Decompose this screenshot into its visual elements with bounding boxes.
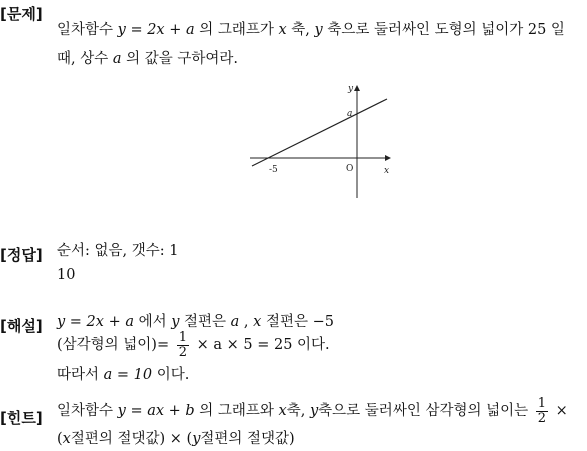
answer-label: [정답] bbox=[0, 246, 43, 264]
hint-text: 의 그래프와 bbox=[194, 403, 279, 419]
hint-text: ( bbox=[57, 431, 63, 447]
x-axis-label: x bbox=[384, 166, 390, 176]
y-intercept-label: a bbox=[347, 109, 353, 119]
x-intercept-label: -5 bbox=[269, 165, 278, 175]
solution-line-2 bbox=[57, 330, 330, 360]
fraction-denominator: 2 bbox=[537, 410, 546, 426]
hint-var-y: y bbox=[309, 403, 319, 419]
problem-label: [문제] bbox=[0, 5, 43, 23]
problem-line-1 bbox=[57, 21, 565, 39]
fraction bbox=[536, 397, 548, 426]
problem-equation: y = 2x + a bbox=[117, 22, 195, 38]
solution-text: 절편은 −5 bbox=[261, 314, 334, 330]
solution-equation: a = 10 bbox=[103, 367, 153, 383]
graph-line bbox=[252, 99, 387, 166]
problem-text: 축, bbox=[286, 22, 315, 38]
solution-var-x: x bbox=[253, 314, 262, 330]
hint-text: 축, bbox=[286, 403, 310, 419]
solution-text: 절편은 bbox=[179, 314, 231, 330]
hint-line-1 bbox=[57, 396, 568, 426]
problem-var-a: a bbox=[112, 51, 122, 67]
solution-equation: y = 2x + a bbox=[57, 314, 134, 330]
origin-label: O bbox=[346, 164, 354, 174]
hint-var-x: x bbox=[278, 403, 287, 419]
solution-text: 에서 bbox=[133, 314, 172, 330]
problem-text: 의 그래프가 bbox=[194, 22, 279, 38]
fraction-denominator: 2 bbox=[178, 344, 188, 360]
solution-label: [해설] bbox=[0, 317, 43, 335]
solution-text: 이다. bbox=[152, 367, 190, 383]
hint-text: 절편의 절댓값) × ( bbox=[70, 431, 193, 447]
hint-text: 절편의 절댓값) bbox=[200, 431, 295, 447]
solution-text: (삼각형의 넓이)= bbox=[57, 337, 174, 353]
fraction-numerator: 1 bbox=[178, 329, 188, 345]
hint-label: [힌트] bbox=[0, 409, 43, 427]
problem-text: 때, 상수 bbox=[57, 51, 113, 67]
solution-var-y: y bbox=[171, 314, 180, 330]
x-axis-arrow-icon bbox=[385, 155, 391, 161]
solution-text: , bbox=[239, 314, 254, 330]
problem-var-y: y bbox=[314, 22, 323, 38]
hint-line-2 bbox=[57, 430, 295, 448]
solution-text: 따라서 bbox=[57, 367, 104, 383]
hint-equation: y = ax + b bbox=[117, 403, 195, 419]
problem-text: 축으로 둘러싸인 도형의 넓이가 25 일 bbox=[322, 22, 565, 38]
problem-text: 의 값을 구하여라. bbox=[121, 51, 239, 67]
problem-line-2 bbox=[57, 50, 238, 68]
problem-graph bbox=[245, 80, 395, 202]
answer-value: 10 bbox=[57, 267, 76, 283]
hint-var-x: x bbox=[62, 431, 71, 447]
hint-text: × bbox=[551, 403, 568, 419]
solution-line-3 bbox=[57, 366, 189, 384]
y-axis-label: y bbox=[348, 84, 354, 94]
hint-var-y: y bbox=[192, 431, 201, 447]
y-axis-arrow-icon bbox=[354, 85, 360, 91]
problem-text: 일차함수 bbox=[57, 22, 118, 38]
fraction-numerator: 1 bbox=[537, 395, 546, 411]
hint-text: 축으로 둘러싸인 삼각형의 넓이는 bbox=[318, 403, 533, 419]
answer-info: 순서: 없음, 갯수: 1 bbox=[57, 243, 179, 259]
solution-line-1 bbox=[57, 313, 334, 331]
solution-var-a: a bbox=[230, 314, 240, 330]
fraction bbox=[177, 331, 189, 360]
solution-text: × a × 5 = 25 이다. bbox=[192, 337, 330, 353]
problem-var-x: x bbox=[278, 22, 287, 38]
hint-text: 일차함수 bbox=[57, 403, 118, 419]
